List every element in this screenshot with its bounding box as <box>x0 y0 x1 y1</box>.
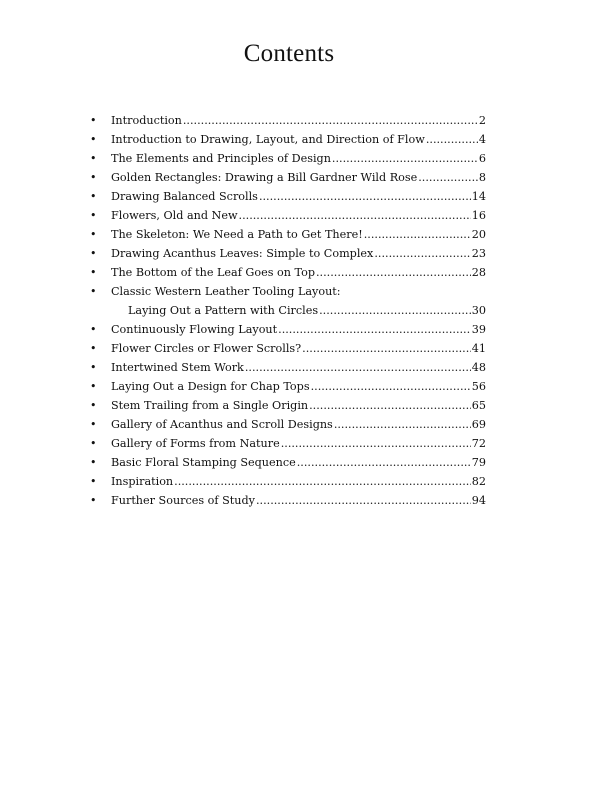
toc-entry-page: 8 <box>478 171 486 184</box>
toc-entry-title: Classic Western Leather Tooling Layout: <box>111 285 341 298</box>
toc-entry-page: 39 <box>471 323 486 336</box>
dot-leader <box>364 225 471 244</box>
dot-leader <box>256 491 471 510</box>
toc-entry-title: Intertwined Stem Work <box>111 361 244 374</box>
bullet: • <box>90 152 97 165</box>
toc-entry-page: 41 <box>471 342 486 355</box>
dot-leader <box>183 111 478 130</box>
toc-entry-page: 69 <box>471 418 486 431</box>
toc-entry-floral-stamping[interactable] <box>90 453 490 472</box>
toc-entry-subtitle: Laying Out a Pattern with Circles <box>128 304 319 317</box>
toc-entry-title: Drawing Balanced Scrolls <box>111 190 258 203</box>
dot-leader <box>302 339 471 358</box>
toc-entry-drawing-layout-flow[interactable] <box>90 130 490 149</box>
toc-entry-introduction[interactable] <box>90 111 490 130</box>
toc-entry-page: 82 <box>471 475 486 488</box>
toc-entry-page: 72 <box>471 437 486 450</box>
toc-entry-page: 14 <box>471 190 486 203</box>
dot-leader <box>316 263 471 282</box>
toc-entry-title: The Bottom of the Leaf Goes on Top <box>111 266 315 279</box>
dot-leader <box>311 377 471 396</box>
dot-leader <box>426 130 478 149</box>
toc-entry-acanthus-leaves[interactable] <box>90 244 490 263</box>
toc-entry-title: Further Sources of Study <box>111 494 255 507</box>
toc-entry-golden-rectangles[interactable] <box>90 168 490 187</box>
dot-leader <box>174 472 471 491</box>
bullet: • <box>90 190 97 203</box>
bullet: • <box>90 361 97 374</box>
bullet: • <box>90 247 97 260</box>
dot-leader <box>278 320 471 339</box>
toc-entry-page: 2 <box>478 114 486 127</box>
toc-entry-further-sources[interactable] <box>90 491 490 510</box>
dot-leader <box>281 434 471 453</box>
toc-entry-page: 23 <box>471 247 486 260</box>
bullet: • <box>90 266 97 279</box>
toc-entry-title: Flowers, Old and New <box>111 209 238 222</box>
bullet: • <box>90 209 97 222</box>
toc-entry-title: Drawing Acanthus Leaves: Simple to Complex <box>111 247 374 260</box>
toc-entry-title: Flower Circles or Flower Scrolls? <box>111 342 302 355</box>
dot-leader <box>319 301 471 320</box>
toc-entry-bottom-of-leaf[interactable] <box>90 263 490 282</box>
bullet: • <box>90 228 97 241</box>
toc-entry-title: Introduction to Drawing, Layout, and Direction of Flow <box>111 133 425 146</box>
toc-entry-page: 65 <box>471 399 486 412</box>
toc-entry-title: Basic Floral Stamping Sequence <box>111 456 296 469</box>
toc-entry-title: Gallery of Acanthus and Scroll Designs <box>111 418 333 431</box>
toc-entry-page: 6 <box>478 152 486 165</box>
toc-entry-title: The Skeleton: We Need a Path to Get There! <box>111 228 363 241</box>
toc-entry-page: 16 <box>471 209 486 222</box>
toc-entry-page: 79 <box>471 456 486 469</box>
bullet: • <box>90 114 97 127</box>
bullet: • <box>90 437 97 450</box>
toc-entry-flower-circles[interactable] <box>90 339 490 358</box>
toc-entry-classic-western-layout[interactable] <box>90 282 490 320</box>
bullet: • <box>90 399 97 412</box>
toc-entry-title: The Elements and Principles of Design <box>111 152 331 165</box>
dot-leader <box>334 415 471 434</box>
bullet: • <box>90 133 97 146</box>
toc-entry-page: 30 <box>471 304 486 317</box>
bullet: • <box>90 475 97 488</box>
toc-entry-page: 48 <box>471 361 486 374</box>
toc-entry-title: Inspiration <box>111 475 174 488</box>
bullet: • <box>90 418 97 431</box>
toc-entry-elements-principles[interactable] <box>90 149 490 168</box>
toc-entry-stem-trailing[interactable] <box>90 396 490 415</box>
toc-entry-page: 94 <box>471 494 486 507</box>
dot-leader <box>259 187 471 206</box>
toc-entry-inspiration[interactable] <box>90 472 490 491</box>
dot-leader <box>309 396 471 415</box>
dot-leader <box>239 206 471 225</box>
table-of-contents <box>90 111 490 510</box>
toc-entry-title: Golden Rectangles: Drawing a Bill Gardner Wild Rose <box>111 171 418 184</box>
dot-leader <box>332 149 478 168</box>
toc-entry-skeleton[interactable] <box>90 225 490 244</box>
toc-entry-page: 56 <box>471 380 486 393</box>
toc-entry-title: Stem Trailing from a Single Origin <box>111 399 309 412</box>
bullet: • <box>90 323 97 336</box>
toc-entry-title: Continuously Flowing Layout <box>111 323 278 336</box>
dot-leader <box>374 244 470 263</box>
toc-entry-flowers-old-new[interactable] <box>90 206 490 225</box>
bullet: • <box>90 494 97 507</box>
toc-entry-title: Laying Out a Design for Chap Tops <box>111 380 310 393</box>
toc-entry-title: Gallery of Forms from Nature <box>111 437 280 450</box>
dot-leader <box>245 358 471 377</box>
toc-entry-gallery-nature[interactable] <box>90 434 490 453</box>
bullet: • <box>90 342 97 355</box>
toc-entry-page: 4 <box>478 133 486 146</box>
dot-leader <box>418 168 478 187</box>
toc-entry-page: 28 <box>471 266 486 279</box>
toc-entry-page: 20 <box>471 228 486 241</box>
toc-entry-chap-tops[interactable] <box>90 377 490 396</box>
bullet: • <box>90 285 97 298</box>
bullet: • <box>90 171 97 184</box>
page-title: Contents <box>243 40 335 67</box>
toc-entry-intertwined-stem[interactable] <box>90 358 490 377</box>
dot-leader <box>297 453 471 472</box>
toc-entry-gallery-acanthus[interactable] <box>90 415 490 434</box>
toc-entry-title: Introduction <box>111 114 182 127</box>
bullet: • <box>90 456 97 469</box>
bullet: • <box>90 380 97 393</box>
toc-entry-continuously-flowing[interactable] <box>90 320 490 339</box>
toc-entry-balanced-scrolls[interactable] <box>90 187 490 206</box>
